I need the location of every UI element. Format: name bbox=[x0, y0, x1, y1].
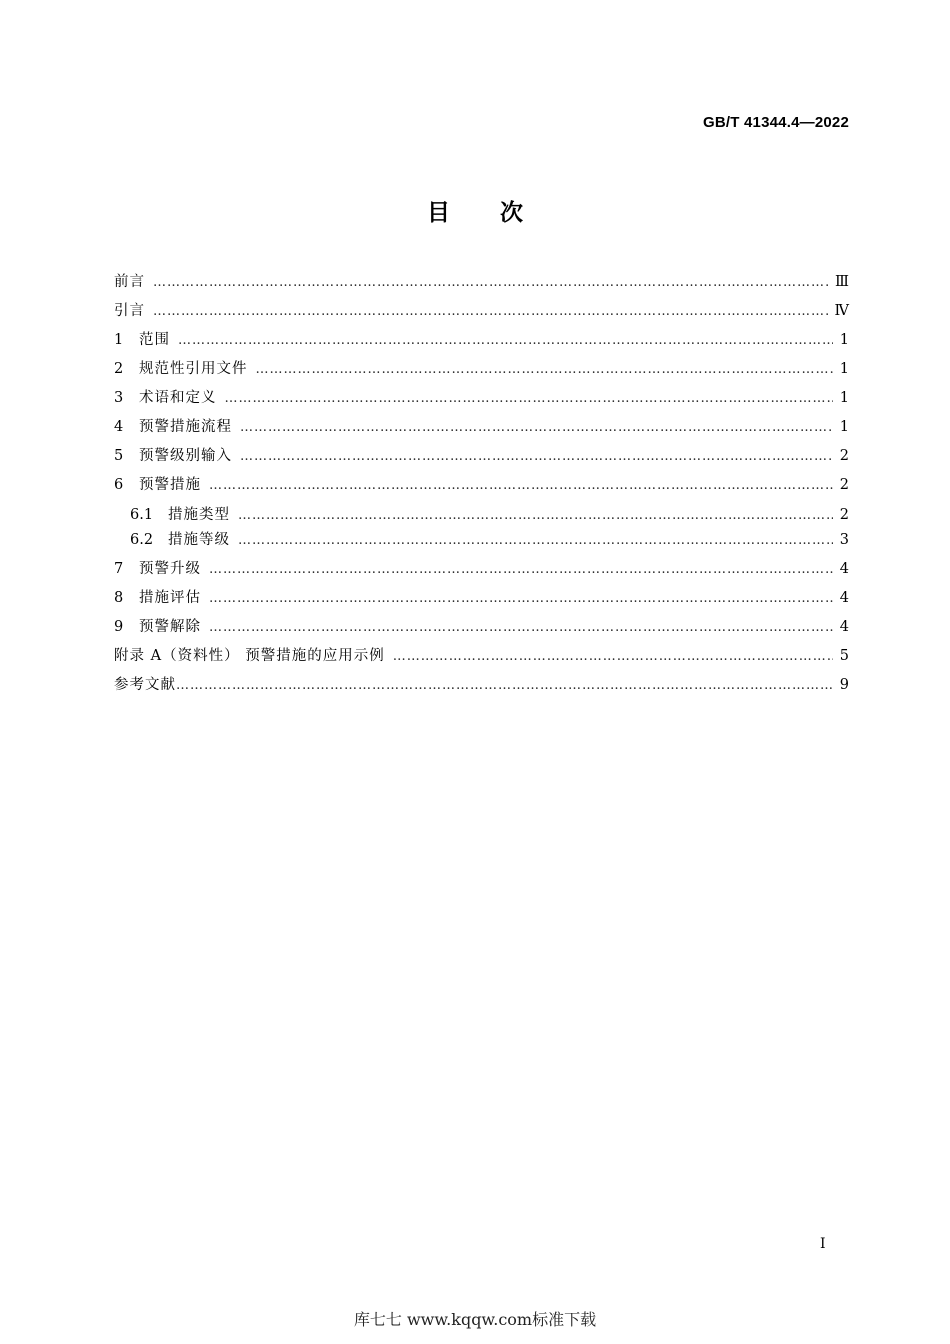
toc-page: 4 bbox=[839, 561, 849, 577]
toc-page: 2 bbox=[839, 448, 849, 464]
toc-label: 预警级别输入 bbox=[139, 448, 232, 464]
toc-number: 5 bbox=[114, 448, 124, 464]
dot-leader bbox=[209, 587, 833, 611]
toc-label: 措施类型 bbox=[168, 507, 230, 523]
toc-page: 9 bbox=[839, 677, 849, 693]
dot-leader bbox=[238, 529, 833, 553]
page-title: 目次 bbox=[427, 200, 573, 226]
dot-leader bbox=[178, 329, 833, 353]
toc-entry-6-1[interactable] bbox=[130, 503, 849, 527]
toc-entry-2[interactable] bbox=[114, 357, 849, 381]
dot-leader bbox=[209, 616, 833, 640]
toc-entry-appendix-a[interactable] bbox=[114, 644, 849, 668]
toc-entry-6-2[interactable] bbox=[130, 528, 849, 552]
toc-label: 术语和定义 bbox=[139, 390, 217, 406]
toc-page: 1 bbox=[839, 390, 849, 406]
toc-page: 4 bbox=[839, 619, 849, 635]
toc-number: 9 bbox=[114, 619, 124, 635]
dot-leader bbox=[153, 271, 829, 295]
toc-entry-foreword[interactable] bbox=[114, 270, 849, 294]
toc-entry-6[interactable] bbox=[114, 473, 849, 497]
toc-entry-1[interactable] bbox=[114, 328, 849, 352]
toc-number: 4 bbox=[114, 419, 124, 435]
dot-leader bbox=[238, 504, 833, 528]
dot-leader bbox=[153, 300, 829, 324]
dot-leader bbox=[240, 416, 833, 440]
toc-number: 6.2 bbox=[130, 532, 154, 548]
toc-entry-8[interactable] bbox=[114, 586, 849, 610]
toc-number: 8 bbox=[114, 590, 124, 606]
toc-page: Ⅳ bbox=[834, 303, 849, 319]
toc-number: 2 bbox=[114, 361, 124, 377]
toc-entry-9[interactable] bbox=[114, 615, 849, 639]
toc-page: Ⅲ bbox=[835, 274, 849, 290]
toc-page: 2 bbox=[839, 477, 849, 493]
dot-leader bbox=[393, 645, 833, 669]
dot-leader bbox=[209, 474, 833, 498]
toc-page: 4 bbox=[839, 590, 849, 606]
dot-leader bbox=[209, 558, 833, 582]
toc-label: 预警措施流程 bbox=[139, 419, 232, 435]
toc-number: 7 bbox=[114, 561, 124, 577]
toc-page: 3 bbox=[839, 532, 849, 548]
toc-label: 附录 A（资料性） 预警措施的应用示例 bbox=[114, 648, 385, 664]
toc-number: 6.1 bbox=[130, 507, 154, 523]
toc-label: 规范性引用文件 bbox=[139, 361, 248, 377]
toc-label: 范围 bbox=[139, 332, 170, 348]
toc-entry-bibliography[interactable] bbox=[114, 673, 849, 697]
toc-label: 前言 bbox=[114, 274, 145, 290]
toc-page: 1 bbox=[839, 361, 849, 377]
toc-label: 预警解除 bbox=[139, 619, 201, 635]
dot-leader bbox=[225, 387, 834, 411]
toc-label: 措施评估 bbox=[139, 590, 201, 606]
toc-label: 引言 bbox=[114, 303, 145, 319]
toc-number: 6 bbox=[114, 477, 124, 493]
toc-entry-3[interactable] bbox=[114, 386, 849, 410]
page-number: I bbox=[820, 1236, 826, 1252]
toc-page: 1 bbox=[839, 332, 849, 348]
toc-entry-4[interactable] bbox=[114, 415, 849, 439]
toc-entry-5[interactable] bbox=[114, 444, 849, 468]
toc-number: 1 bbox=[114, 332, 124, 348]
toc-page: 2 bbox=[839, 507, 849, 523]
toc-label: 预警措施 bbox=[139, 477, 201, 493]
toc-entry-7[interactable] bbox=[114, 557, 849, 581]
dot-leader bbox=[240, 445, 833, 469]
toc-page: 1 bbox=[839, 419, 849, 435]
dot-leader bbox=[176, 674, 833, 698]
toc-page: 5 bbox=[839, 648, 849, 664]
toc-label: 措施等级 bbox=[168, 532, 230, 548]
toc-label: 预警升级 bbox=[139, 561, 201, 577]
standard-code: GB/T 41344.4—2022 bbox=[703, 114, 849, 131]
watermark: 库七七 www.kqqw.com标准下载 bbox=[353, 1310, 597, 1329]
toc-number: 3 bbox=[114, 390, 124, 406]
toc-entry-introduction[interactable] bbox=[114, 299, 849, 323]
toc-label: 参考文献 bbox=[114, 677, 176, 693]
dot-leader bbox=[256, 358, 834, 382]
